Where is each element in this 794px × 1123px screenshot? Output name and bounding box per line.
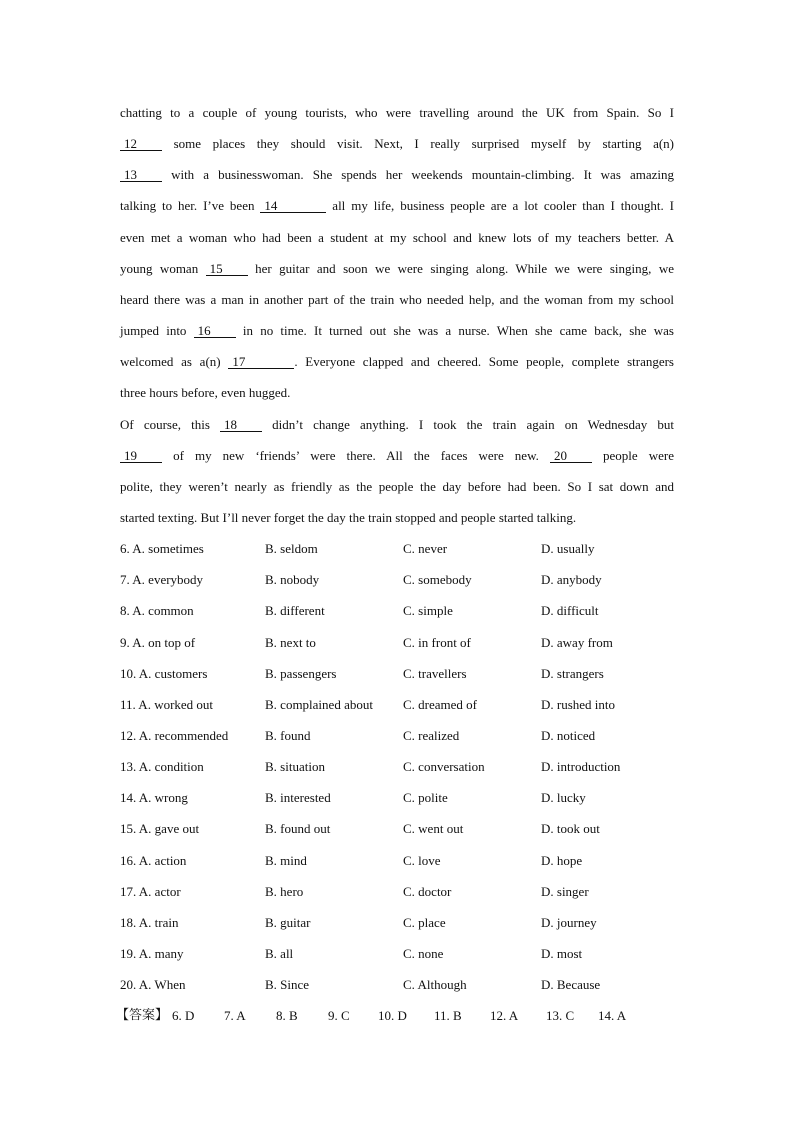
answer-label: 【答案】 xyxy=(116,1008,169,1024)
question-option-b: B. Since xyxy=(265,977,310,993)
question-option-d: D. singer xyxy=(541,883,589,899)
question-option-a: 18. A. train xyxy=(120,914,179,930)
passage-text-segment: of my new ‘friends’ were there. All the faces were new. xyxy=(162,447,550,463)
passage-text-segment: polite, they weren’t nearly as friendly as the people the day before had been. So I sat down and xyxy=(120,478,674,494)
question-option-c: C. realized xyxy=(403,728,460,744)
passage-line xyxy=(120,315,674,346)
question-option-a: 17. A. actor xyxy=(120,883,181,899)
passage-text-segment: talking to her. I’ve been xyxy=(120,198,261,214)
question-row xyxy=(120,876,674,907)
passage-text-segment: . Everyone clapped and cheered. Some people, complete strangers xyxy=(294,354,674,370)
passage-text-segment: jumped into xyxy=(120,323,194,339)
question-option-d: D. took out xyxy=(541,821,600,837)
passage-text-segment: her guitar and soon we were singing along. While we were singing, we xyxy=(247,260,674,276)
passage-line xyxy=(120,97,674,128)
question-row xyxy=(120,845,674,876)
question-option-a: 19. A. many xyxy=(120,946,184,962)
passage-text-segment: started texting. But I’ll never forget the day the train stopped and people started talking. xyxy=(120,510,577,526)
answer-key xyxy=(116,1000,674,1031)
passage-text-segment: didn’t change anything. I took the train again on Wednesday but xyxy=(262,416,674,432)
blank-19: 19 xyxy=(120,449,162,463)
blank-17: 17 xyxy=(228,355,294,369)
question-option-d: D. anybody xyxy=(541,572,602,588)
passage-line xyxy=(120,471,674,502)
passage-text-segment: Of course, this xyxy=(120,416,221,432)
passage-line xyxy=(120,440,674,471)
question-option-a: 16. A. action xyxy=(120,852,187,868)
answer-item: 6. D xyxy=(172,1008,195,1024)
blank-14: 14 xyxy=(260,199,326,213)
question-option-d: D. hope xyxy=(541,852,583,868)
question-option-c: C. went out xyxy=(403,821,464,837)
question-row xyxy=(120,595,674,626)
question-row xyxy=(120,813,674,844)
passage-text xyxy=(120,97,674,533)
passage-line xyxy=(120,377,674,408)
answer-item: 13. C xyxy=(546,1008,575,1024)
question-option-c: C. none xyxy=(403,946,444,962)
question-row xyxy=(120,658,674,689)
passage-text-segment: with a businesswoman. She spends her weekends mountain-climbing. It was amazing xyxy=(162,167,674,183)
passage-text-segment: even met a woman who had been a student at my school and knew lots of my teachers better. A xyxy=(120,229,674,245)
question-option-d: D. rushed into xyxy=(541,696,616,712)
passage-line xyxy=(120,128,674,159)
question-option-d: D. journey xyxy=(541,914,597,930)
question-option-b: B. seldom xyxy=(265,541,318,557)
question-option-d: D. most xyxy=(541,946,583,962)
question-row xyxy=(120,627,674,658)
question-option-a: 15. A. gave out xyxy=(120,821,200,837)
question-row xyxy=(120,969,674,1000)
question-option-b: B. guitar xyxy=(265,914,311,930)
question-option-b: B. nobody xyxy=(265,572,320,588)
question-option-c: C. travellers xyxy=(403,665,467,681)
question-option-b: B. all xyxy=(265,946,294,962)
question-row xyxy=(120,564,674,595)
question-option-c: C. simple xyxy=(403,603,453,619)
answer-item: 10. D xyxy=(378,1008,407,1024)
answer-item: 8. B xyxy=(276,1008,298,1024)
question-option-d: D. strangers xyxy=(541,665,604,681)
question-option-c: C. polite xyxy=(403,790,448,806)
question-option-d: D. away from xyxy=(541,634,613,650)
question-option-c: C. dreamed of xyxy=(403,696,478,712)
question-option-b: B. passengers xyxy=(265,665,337,681)
passage-line xyxy=(120,409,674,440)
question-row xyxy=(120,751,674,782)
passage-text-segment: three hours before, even hugged. xyxy=(120,385,291,401)
passage-line xyxy=(120,346,674,377)
blank-18: 18 xyxy=(220,418,262,432)
question-option-b: B. found out xyxy=(265,821,331,837)
question-option-c: C. conversation xyxy=(403,759,485,775)
passage-line xyxy=(120,502,674,533)
question-option-a: 7. A. everybody xyxy=(120,572,204,588)
options-list xyxy=(120,533,674,1000)
question-option-c: C. love xyxy=(403,852,441,868)
question-option-a: 8. A. common xyxy=(120,603,194,619)
question-option-b: B. found xyxy=(265,728,311,744)
question-option-c: C. place xyxy=(403,914,446,930)
passage-line xyxy=(120,222,674,253)
question-option-b: B. hero xyxy=(265,883,304,899)
question-row xyxy=(120,689,674,720)
question-option-c: C. doctor xyxy=(403,883,452,899)
question-row xyxy=(120,782,674,813)
passage-text-segment: welcomed as a(n) xyxy=(120,354,229,370)
answer-item: 11. B xyxy=(434,1008,462,1024)
question-option-a: 10. A. customers xyxy=(120,665,208,681)
question-row xyxy=(120,907,674,938)
question-option-d: D. difficult xyxy=(541,603,599,619)
question-option-b: B. interested xyxy=(265,790,331,806)
passage-text-segment: in no time. It turned out she was a nurse. When she came back, she was xyxy=(235,323,674,339)
question-option-c: C. never xyxy=(403,541,448,557)
blank-12: 12 xyxy=(120,137,162,151)
blank-20: 20 xyxy=(550,449,592,463)
question-option-b: B. next to xyxy=(265,634,316,650)
passage-line xyxy=(120,284,674,315)
passage-line xyxy=(120,253,674,284)
question-row xyxy=(120,938,674,969)
question-option-a: 11. A. worked out xyxy=(120,696,214,712)
question-option-a: 20. A. When xyxy=(120,977,186,993)
question-option-d: D. Because xyxy=(541,977,601,993)
question-option-b: B. situation xyxy=(265,759,325,775)
question-option-d: D. noticed xyxy=(541,728,596,744)
question-option-a: 12. A. recommended xyxy=(120,728,229,744)
question-row xyxy=(120,533,674,564)
passage-text-segment: all my life, business people are a lot cooler than I thought. I xyxy=(326,198,674,214)
question-option-b: B. mind xyxy=(265,852,307,868)
document-page xyxy=(116,97,674,1031)
question-option-d: D. introduction xyxy=(541,759,621,775)
question-option-a: 9. A. on top of xyxy=(120,634,196,650)
answer-item: 14. A xyxy=(598,1008,627,1024)
question-option-c: C. in front of xyxy=(403,634,471,650)
passage-text-segment: chatting to a couple of young tourists, who were travelling around the UK from Spain. So I xyxy=(120,105,674,120)
question-option-d: D. usually xyxy=(541,541,595,557)
blank-16: 16 xyxy=(194,324,236,338)
passage-line xyxy=(120,159,674,190)
answer-item: 12. A xyxy=(490,1008,519,1024)
question-option-c: C. Although xyxy=(403,977,467,993)
blank-15: 15 xyxy=(206,262,248,276)
passage-text-segment: heard there was a man in another part of the train who needed help, and the woman from my school xyxy=(120,291,674,307)
question-option-b: B. different xyxy=(265,603,325,619)
passage-text-segment: some places they should visit. Next, I really surprised myself by starting a(n) xyxy=(162,136,674,152)
question-option-c: C. somebody xyxy=(403,572,472,588)
question-option-a: 13. A. condition xyxy=(120,759,204,775)
question-row xyxy=(120,720,674,751)
question-option-b: B. complained about xyxy=(265,696,373,712)
question-option-a: 6. A. sometimes xyxy=(120,541,204,557)
passage-line xyxy=(120,190,674,221)
answer-item: 9. C xyxy=(328,1008,350,1024)
question-option-d: D. lucky xyxy=(541,790,586,806)
passage-text-segment: young woman xyxy=(120,260,206,276)
answer-item: 7. A xyxy=(224,1008,246,1024)
blank-13: 13 xyxy=(120,168,162,182)
passage-text-segment: people were xyxy=(591,447,674,463)
question-option-a: 14. A. wrong xyxy=(120,790,188,806)
